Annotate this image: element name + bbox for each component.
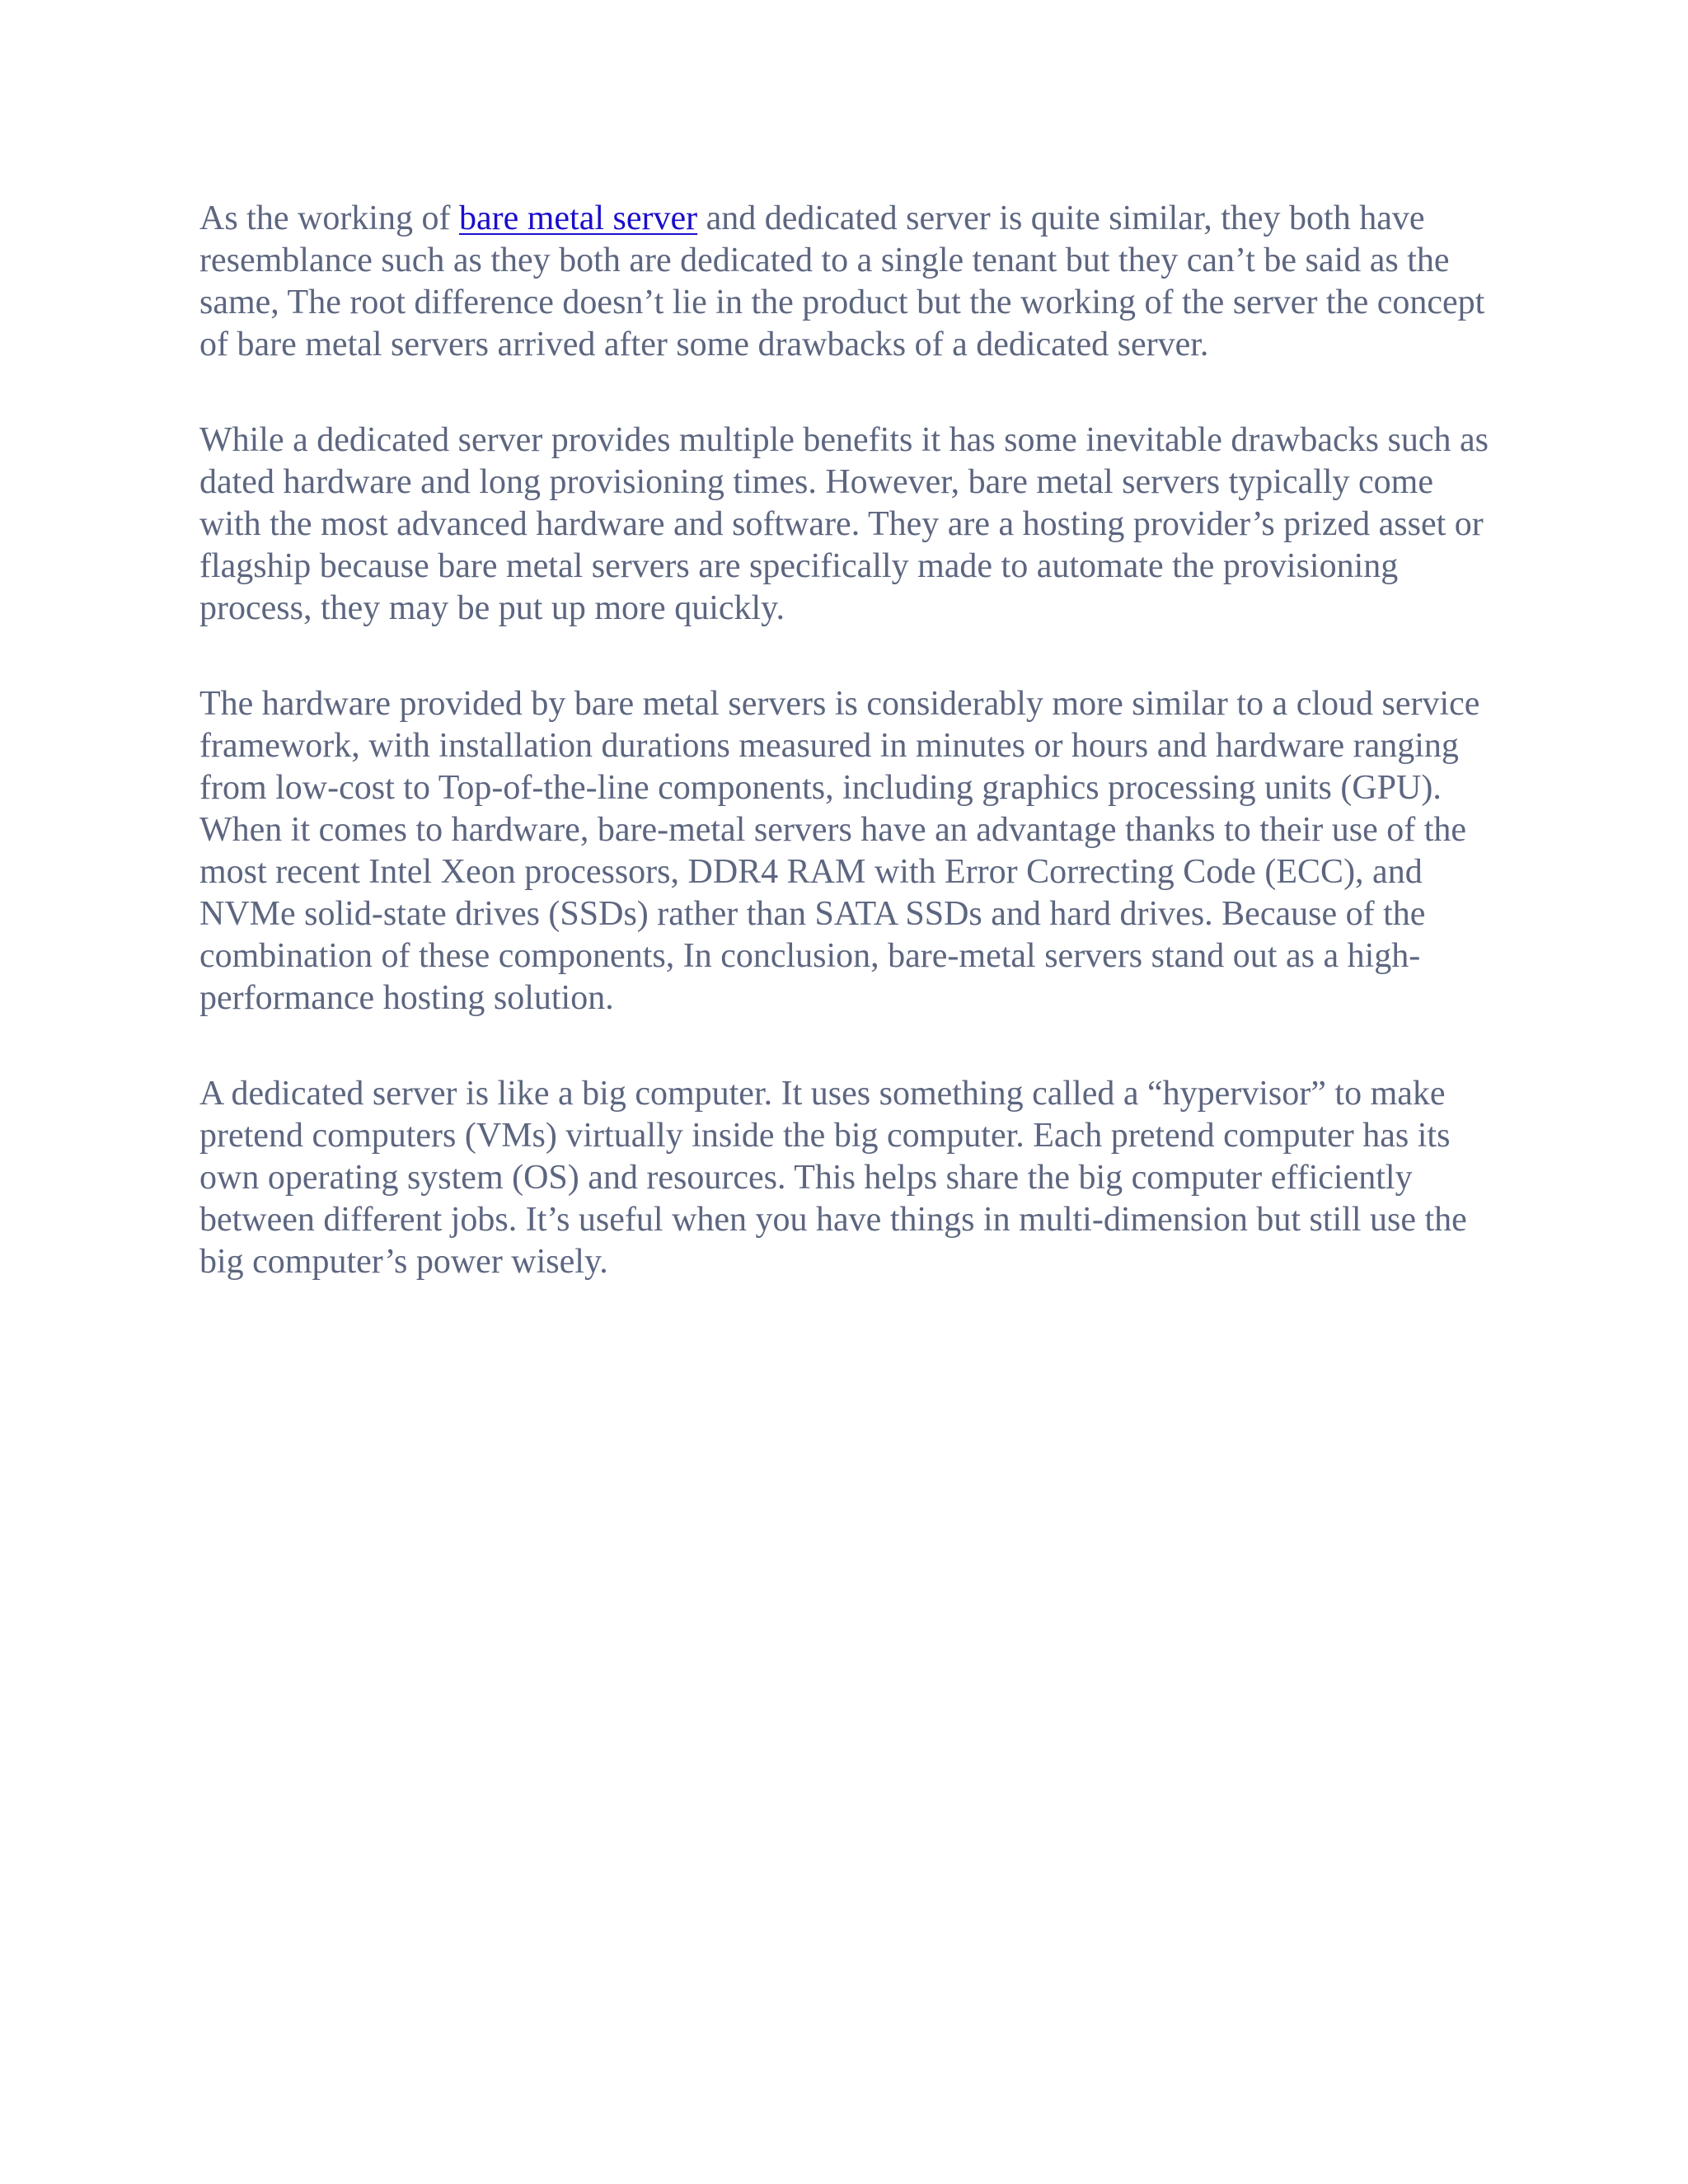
paragraph-1-intro: As the working of xyxy=(199,199,459,237)
bare-metal-server-link[interactable]: bare metal server xyxy=(458,199,698,237)
paragraph-3: The hardware provided by bare metal servers is considerably more similar to a cloud service framework, with installation durations measured in minutes or hours and hardware ranging from low-cost to Top-of-the-line components, including graphics processing units (GPU). When it comes to hardware, bare-metal servers have an advantage thanks to their use of the most recent Intel Xeon processors, DDR4 RAM with Error Correcting Code (ECC), and NVMe solid-state drives (SSDs) rather than SATA SSDs and hard drives. Because of the combination of these components, In conclusion, bare-metal servers stand out as a high-performance hosting solution. xyxy=(199,685,1480,1017)
document-body xyxy=(199,198,1493,1337)
paragraph-4: A dedicated server is like a big computer. It uses something called a “hypervisor” to make pretend computers (VMs) virtually inside the big computer. Each pretend computer has its own operating system (OS) and resources. This helps share the big computer efficiently between different jobs. It’s useful when you have things in multi-dimension but still use the big computer’s power wisely. xyxy=(199,1075,1467,1281)
paragraph-1-rest: and dedicated server is quite similar, they both have resemblance such as they both are dedicated to a single tenant but they can’t be said as the same, The root difference doesn’t lie in the product but the working of the server the concept of bare metal servers arrived after some drawbacks of a dedicated server. xyxy=(199,199,1485,363)
paragraph-2: While a dedicated server provides multiple benefits it has some inevitable drawbacks such as dated hardware and long provisioning times. However, bare metal servers typically come with the most advanced hardware and software. They are a hosting provider’s prized asset or flagship because bare metal servers are specifically made to automate the provisioning process, they may be put up more quickly. xyxy=(199,421,1489,627)
paragraph-1 xyxy=(199,198,1493,366)
